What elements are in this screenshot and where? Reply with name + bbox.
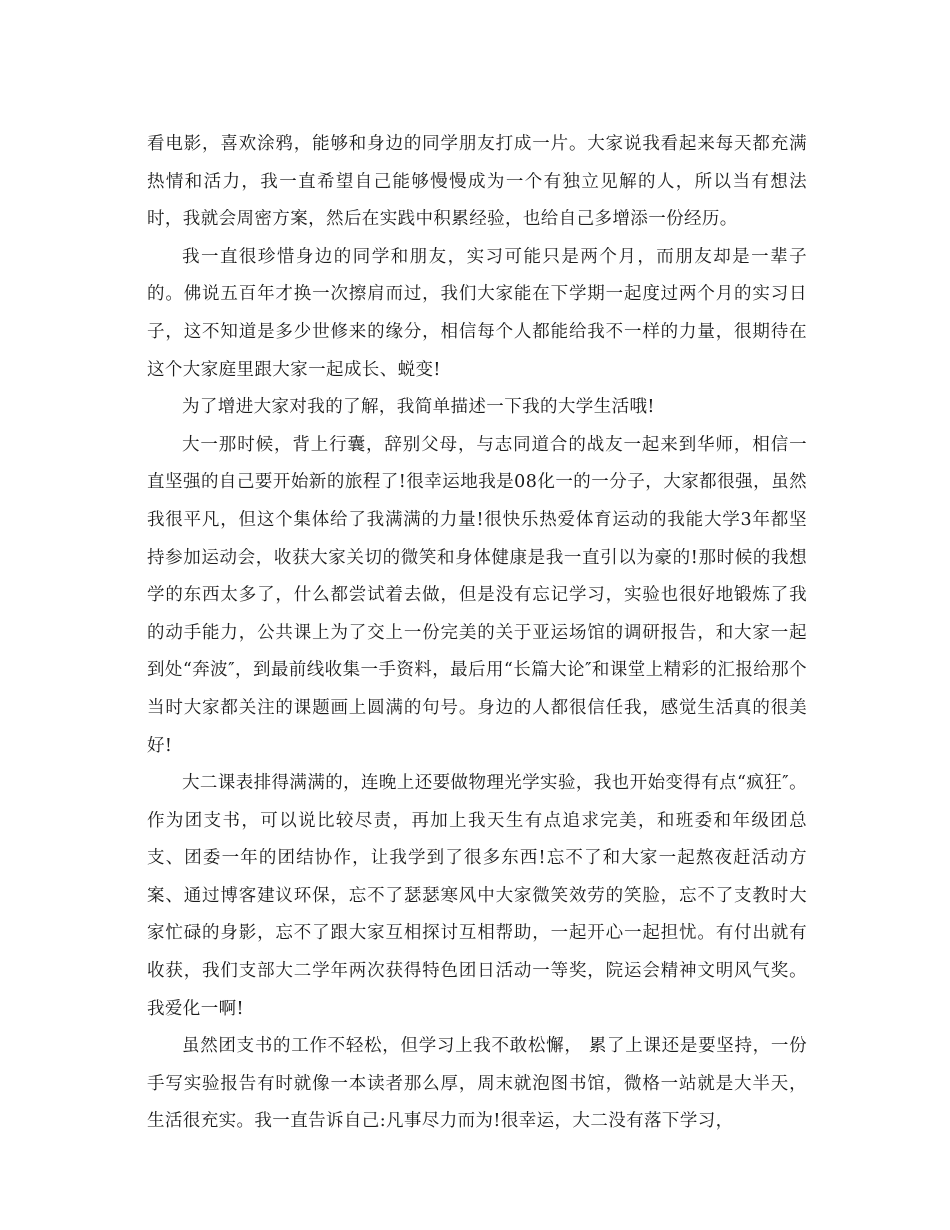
paragraph-3: 为了增进大家对我的了解，我简单描述一下我的大学生活哦!: [182, 397, 655, 418]
paragraph-1: 看电影，喜欢涂鸦，能够和身边的同学朋友打成一片。大家说我看起来每天都充满热情和活力，我一直希望自己能够慢慢成为一个有独立见解的人，所以当有想法时，我就会周密方案，然后在实践中积累经验，也给自己多增添一份经历。: [147, 134, 807, 230]
paragraph-5: 大二课表排得满满的，连晚上还要做物理光学实验，我也开始变得有点“疯狂″。作为团支书，可以说比较尽责，再加上我天生有点追求完美，和班委和年级团总支、团委一年的团结协作，让我学到了很多东西!忘不了和大家一起熬夜赶活动方案、通过博客建议环保，忘不了瑟瑟寒风中大家微笑效劳的笑脸，忘不了支教时大家忙碌的身影，忘不了跟大家互相探讨互相帮助，一起开心一起担忧。有付出就有收获，我们支部大二学年两次获得特色团日活动一等奖，院运会精神文明风气奖。我爱化一啊!: [147, 773, 807, 1019]
body-text: [147, 126, 807, 1141]
paragraph-2: 我一直很珍惜身边的同学和朋友，实习可能只是两个月，而朋友却是一辈子的。佛说五百年才换一次擦肩而过，我们大家能在下学期一起度过两个月的实习日子，这不知道是多少世修来的缘分，相信每个人都能给我不一样的力量，很期待在这个大家庭里跟大家一起成长、蜕变!: [147, 246, 807, 380]
paragraph-6: 虽然团支书的工作不轻松，但学习上我不敢松懈， 累了上课还是要坚持，一份手写实验报告有时就像一本读者那么厚，周末就泡图书馆，微格一站就是大半天，生活很充实。我一直告诉自己:凡事尽力而为!很幸运，大二没有落下学习，: [147, 1036, 807, 1132]
paragraph-4: 大一那时候，背上行囊，辞别父母，与志同道合的战友一起来到华师，相信一直坚强的自己要开始新的旅程了!很幸运地我是08化一的一分子，大家都很强，虽然我很平凡，但这个集体给了我满满的力量!很快乐热爱体育运动的我能大学3年都坚持参加运动会，收获大家关切的微笑和身体健康是我一直引以为豪的!那时候的我想学的东西太多了，什么都尝试着去做，但是没有忘记学习，实验也很好地锻炼了我的动手能力，公共课上为了交上一份完美的关于亚运场馆的调研报告，和大家一起到处“奔波″，到最前线收集一手资料，最后用“长篇大论″和课堂上精彩的汇报给那个当时大家都关注的课题画上圆满的句号。身边的人都很信任我，感觉生活真的很美好!: [147, 434, 807, 756]
